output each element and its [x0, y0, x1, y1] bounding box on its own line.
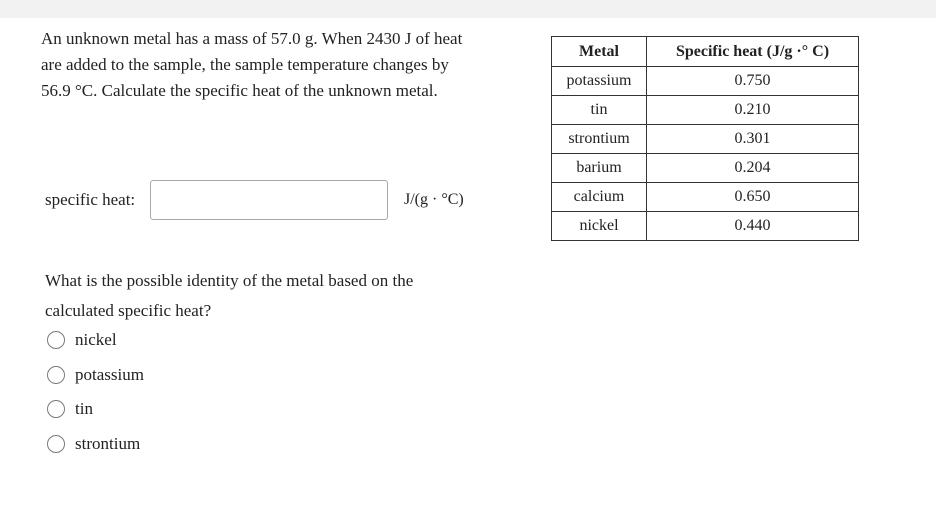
table-row: [552, 154, 859, 183]
cell-heat: 0.210: [647, 96, 859, 125]
radio-button[interactable]: [47, 435, 65, 453]
question-text: An unknown metal has a mass of 57.0 g. When 2430 J of heat are added to the sample, the sample temperature changes by 56.9 °C. Calculate the specific heat of the unknown metal.: [41, 29, 463, 100]
option-label: nickel: [75, 330, 117, 349]
specific-heat-table: [551, 36, 859, 241]
cell-metal: calcium: [552, 183, 647, 212]
cell-heat: 0.650: [647, 183, 859, 212]
cell-heat: 0.301: [647, 125, 859, 154]
identity-question-text: What is the possible identity of the metal based on the calculated specific heat?: [45, 271, 414, 320]
table-row: [552, 212, 859, 241]
question-card: [0, 18, 936, 520]
answer-row: [45, 180, 515, 222]
cell-metal: tin: [552, 96, 647, 125]
radio-button[interactable]: [47, 366, 65, 384]
cell-heat: 0.440: [647, 212, 859, 241]
option-label: strontium: [75, 433, 141, 453]
table-header-row: [552, 37, 859, 67]
header-metal: Metal: [552, 37, 647, 67]
radio-button[interactable]: [47, 400, 65, 418]
table-row: [552, 183, 859, 212]
specific-heat-unit: J/(g · °C): [404, 191, 464, 208]
option-label: potassium: [75, 364, 144, 384]
header-specific-heat-unit: (J/g ·° C): [766, 42, 830, 60]
table-row: [552, 67, 859, 96]
cell-metal: nickel: [552, 212, 647, 241]
cell-heat: 0.750: [647, 67, 859, 96]
radio-button[interactable]: [47, 331, 65, 349]
header-specific-heat-label: Specific heat: [675, 42, 763, 60]
cell-heat: 0.204: [647, 154, 859, 183]
cell-metal: potassium: [552, 67, 647, 96]
cell-metal: strontium: [552, 125, 647, 154]
specific-heat-input[interactable]: [150, 180, 388, 220]
table-row: [552, 125, 859, 154]
specific-heat-label: specific heat:: [45, 190, 136, 209]
header-specific-heat: [647, 37, 859, 67]
cell-metal: barium: [552, 154, 647, 183]
option-label: tin: [75, 399, 93, 418]
table-row: [552, 96, 859, 125]
